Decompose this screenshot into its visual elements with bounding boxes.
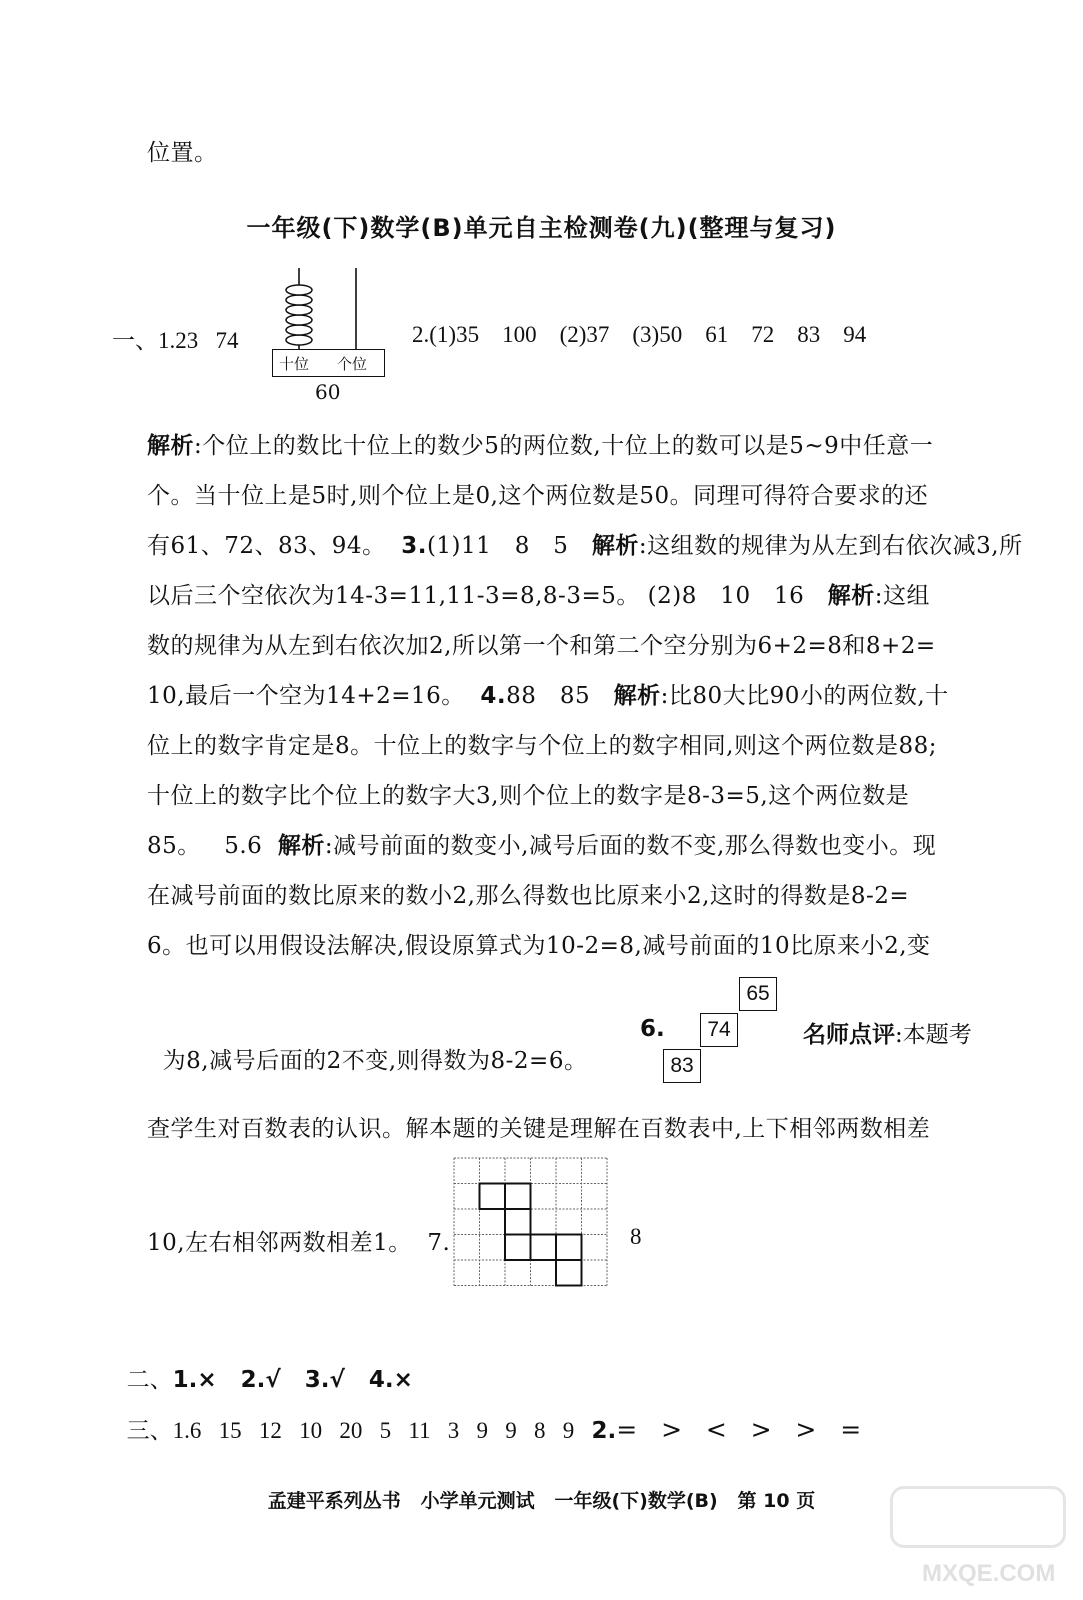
explanation-line (147, 727, 937, 760)
explanation-line (147, 527, 1023, 560)
explanation-line (147, 477, 928, 510)
highlighted-cell (556, 1235, 582, 1261)
abacus-bead (286, 305, 312, 315)
text-run: 在减号前面的数比原来的数小2,那么得数也比原来小2,这时的得数是8-2= (147, 883, 910, 909)
text-run: :个位上的数比十位上的数少5的两位数,十位上的数可以是5~9中任意一 (194, 433, 934, 459)
bold-lead: 4. (480, 683, 507, 709)
q7-line: 10,左右相邻两数相差1。 7. (147, 1230, 451, 1256)
watermark-text: MXQE.COM (922, 1560, 1056, 1587)
section-3 (112, 1386, 861, 1445)
q6-line (147, 1016, 587, 1075)
section-3-items-1: 1.6 15 12 10 20 5 11 3 9 9 8 9 (172, 1418, 592, 1443)
highlighted-cell (505, 1184, 531, 1210)
bold-lead: 解析 (591, 533, 639, 559)
explanation-line (147, 777, 909, 810)
text-run: :这组 (874, 583, 930, 609)
abacus-place-labels (272, 349, 385, 377)
bold-lead: 解析 (827, 583, 875, 609)
text-run: 10,最后一个空为14+2=16。 (147, 683, 481, 709)
bold-lead: 解析 (147, 433, 194, 459)
comment-text: :本题考 (895, 1022, 972, 1048)
q1-part2: 2.(1)35 100 (2)37 (3)50 61 72 83 94 (412, 322, 867, 347)
section-3-label: 三、 (126, 1418, 173, 1444)
page-title: 一年级(下)数学(B)单元自主检测卷(九)(整理与复习) (246, 214, 837, 242)
bold-lead: 3. (401, 533, 427, 559)
section-3-items-2: = > < > > = (616, 1415, 862, 1444)
explanation-line (147, 877, 909, 910)
highlighted-cell (556, 1260, 582, 1286)
highlighted-cell (505, 1209, 531, 1235)
q6-before: 为8,减号后面的2不变,则得数为8-2=6。 (162, 1048, 588, 1074)
answer-box-65: 65 (739, 977, 777, 1011)
explanation-line (147, 927, 931, 960)
text-run: :这组数的规律为从左到右依次减3,所 (638, 533, 1023, 559)
text-run: :减号前面的数变小,减号后面的数不变,那么得数也变小。现 (324, 833, 937, 859)
bold-lead: 解析 (277, 833, 325, 859)
page-footer: 孟建平系列丛书 小学单元测试 一年级(下)数学(B) 第 10 页 (267, 1490, 816, 1512)
text-run: 数的规律为从左到右依次加2,所以第一个和第二个空分别为6+2=8和8+2= (147, 633, 936, 659)
hundred-grid (453, 1157, 609, 1287)
text-run: 有61、72、83、94。 (147, 533, 402, 559)
abacus-value: 60 (315, 380, 341, 404)
explanation-line (147, 677, 949, 710)
text-run: (1)11 8 5 (426, 533, 592, 559)
text-run: 个。当十位上是5时,则个位上是0,这个两位数是50。同理可得符合要求的还 (147, 483, 929, 509)
ones-label: 个位 (337, 355, 368, 373)
text-run: 十位上的数字比个位上的数字大3,则个位上的数字是8-3=5,这个两位数是 (147, 783, 910, 809)
q6-comment (803, 1016, 972, 1049)
text-run: 以后三个空依次为14-3=11,11-3=8,8-3=5。 (2)8 10 16 (147, 583, 828, 609)
section-3-num-2: 2. (591, 1418, 617, 1444)
abacus-bead (286, 315, 312, 325)
section-2-items: 1.× 2.√ 3.√ 4.× (172, 1367, 413, 1393)
highlighted-cell (480, 1184, 506, 1210)
answer-box-74: 74 (700, 1013, 738, 1047)
comment-lead: 名师点评 (803, 1022, 895, 1048)
line-after-q6: 查学生对百数表的认识。解本题的关键是理解在百数表中,上下相邻两数相差 (147, 1116, 931, 1142)
text-run: 6。也可以用假设法解决,假设原算式为10-2=8,减号前面的10比原来小2,变 (147, 933, 931, 959)
abacus-bead (286, 295, 312, 305)
text-run: :比80大比90小的两位数,十 (660, 683, 949, 709)
q7-answer: 8 (630, 1224, 642, 1249)
q1-prefix: 一、1.23 74 (112, 328, 239, 353)
text-run: 位上的数字肯定是8。十位上的数字与个位上的数字相同,则这个两位数是88; (147, 733, 937, 759)
top-fragment: 位置。 (147, 140, 218, 166)
explanation-line (147, 427, 933, 460)
tens-label: 十位 (279, 355, 310, 373)
abacus-bead (286, 285, 312, 295)
text-run: 85。 5.6 (147, 833, 278, 859)
answer-box-83: 83 (663, 1049, 701, 1083)
highlighted-cell (505, 1235, 531, 1261)
explanation-line (147, 577, 930, 610)
highlighted-cell (531, 1235, 557, 1261)
abacus-bead (286, 325, 312, 335)
watermark-logo-icon (890, 1486, 1066, 1548)
explanation-line (147, 827, 936, 860)
site-watermark (882, 1478, 1072, 1593)
bold-lead: 解析 (613, 683, 661, 709)
text-run: 88 85 (506, 683, 614, 709)
q6-number: 6. (640, 1016, 665, 1042)
abacus-rods (270, 268, 390, 352)
explanation-line (147, 627, 936, 660)
abacus-bead (286, 335, 312, 345)
section-2-label: 二、 (126, 1367, 173, 1393)
